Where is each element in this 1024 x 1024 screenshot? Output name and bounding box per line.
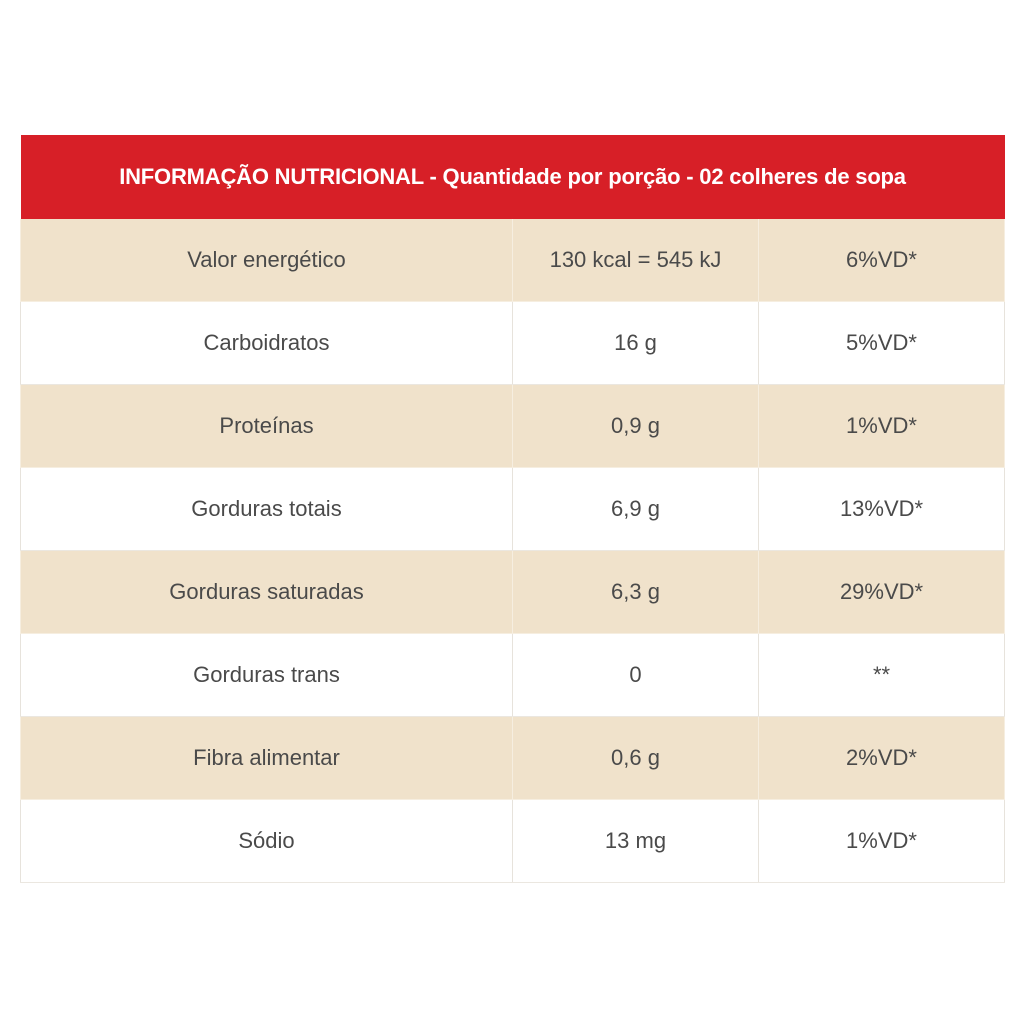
nutrient-daily-value: 29%VD* — [759, 551, 1005, 634]
nutrient-daily-value: 13%VD* — [759, 468, 1005, 551]
nutrient-name: Gorduras totais — [21, 468, 513, 551]
nutrition-facts-table — [20, 135, 1005, 883]
nutrient-amount: 0,6 g — [513, 717, 759, 800]
nutrient-amount: 6,3 g — [513, 551, 759, 634]
nutrient-name: Valor energético — [21, 219, 513, 302]
nutrient-amount: 0,9 g — [513, 385, 759, 468]
table-row — [21, 717, 1005, 800]
nutrient-name: Fibra alimentar — [21, 717, 513, 800]
nutrient-name: Proteínas — [21, 385, 513, 468]
nutrient-daily-value: 1%VD* — [759, 800, 1005, 883]
table-row — [21, 468, 1005, 551]
nutrient-daily-value: ** — [759, 634, 1005, 717]
table-header-title: INFORMAÇÃO NUTRICIONAL - Quantidade por porção - 02 colheres de sopa — [21, 135, 1005, 219]
nutrient-amount: 130 kcal = 545 kJ — [513, 219, 759, 302]
table-header-row — [21, 135, 1005, 219]
nutrient-daily-value: 6%VD* — [759, 219, 1005, 302]
nutrient-name: Gorduras saturadas — [21, 551, 513, 634]
nutrient-daily-value: 2%VD* — [759, 717, 1005, 800]
nutrient-daily-value: 1%VD* — [759, 385, 1005, 468]
nutrient-daily-value: 5%VD* — [759, 302, 1005, 385]
nutrient-amount: 13 mg — [513, 800, 759, 883]
nutrient-amount: 6,9 g — [513, 468, 759, 551]
table-row — [21, 800, 1005, 883]
table-row — [21, 219, 1005, 302]
table-row — [21, 551, 1005, 634]
nutrient-name: Gorduras trans — [21, 634, 513, 717]
nutrient-name: Carboidratos — [21, 302, 513, 385]
table-row — [21, 634, 1005, 717]
nutrient-amount: 16 g — [513, 302, 759, 385]
table-row — [21, 385, 1005, 468]
table-row — [21, 302, 1005, 385]
nutrient-amount: 0 — [513, 634, 759, 717]
nutrient-name: Sódio — [21, 800, 513, 883]
